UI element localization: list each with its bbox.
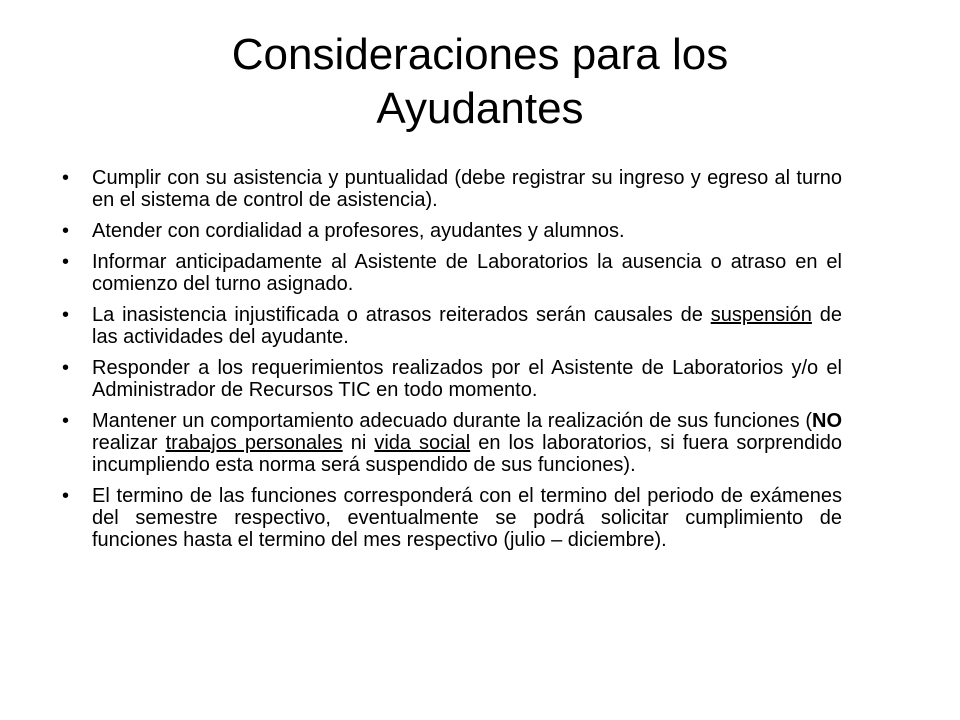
underlined-term-personal-work: trabajos personales — [165, 432, 343, 454]
bullet-text — [92, 304, 842, 348]
bullet-text-part: realizar — [92, 432, 166, 454]
slide-title-line-2: Ayudantes — [376, 84, 584, 133]
bullet-text: Informar anticipadamente al Asistente de Laboratorios la ausencia o atraso en el comienzo del turno asignado. — [92, 251, 842, 295]
bullet-text-part: de las actividades del ayudante. — [92, 304, 842, 348]
bullet-text-part: La inasistencia injustificada o atrasos reiterados serán causales de — [92, 304, 711, 326]
bullet-text — [92, 410, 842, 476]
bullet-dot-icon: • — [62, 357, 70, 379]
bullet-dot-icon: • — [62, 167, 70, 189]
bullet-text-part: en los laboratorios, si fuera sorprendido incumpliendo esta norma será suspendido de sus funciones). — [92, 432, 842, 476]
bullet-dot-icon: • — [62, 485, 70, 507]
bold-term-no: NO — [812, 410, 842, 432]
bullet-item-requirements — [62, 357, 842, 401]
bullet-text-part: ni — [342, 432, 375, 454]
underlined-term-suspension: suspensión — [710, 304, 812, 326]
bullet-text: Cumplir con su asistencia y puntualidad (debe registrar su ingreso y egreso al turno en el sistema de control de asistencia). — [92, 167, 842, 211]
underlined-term-social-life: vida social — [374, 432, 471, 454]
bullet-text: Atender con cordialidad a profesores, ayudantes y alumnos. — [92, 220, 625, 242]
bullet-item-end-of-functions — [62, 485, 842, 551]
bullet-dot-icon: • — [62, 220, 70, 242]
bullet-dot-icon: • — [62, 304, 70, 326]
bullet-text-part: Mantener un comportamiento adecuado durante la realización de sus funciones ( — [92, 410, 812, 432]
bullet-item-attendance — [62, 167, 842, 211]
bullet-text: El termino de las funciones corresponderá con el termino del periodo de exámenes del semestre respectivo, eventualmente se podrá solicitar cumplimiento de funciones hasta el termino del mes respectivo (julio – diciembre). — [92, 485, 842, 551]
bullet-text: Responder a los requerimientos realizados por el Asistente de Laboratorios y/o el Administrador de Recursos TIC en todo momento. — [92, 357, 842, 401]
bullet-item-cordiality — [62, 220, 842, 242]
bullet-item-behavior — [62, 410, 842, 476]
slide-title — [40, 28, 920, 136]
bullet-dot-icon: • — [62, 410, 70, 432]
bullet-list — [62, 167, 842, 560]
bullet-dot-icon: • — [62, 251, 70, 273]
bullet-item-inform-absence — [62, 251, 842, 295]
slide-title-line-1: Consideraciones para los — [231, 30, 729, 79]
bullet-item-suspension — [62, 304, 842, 348]
